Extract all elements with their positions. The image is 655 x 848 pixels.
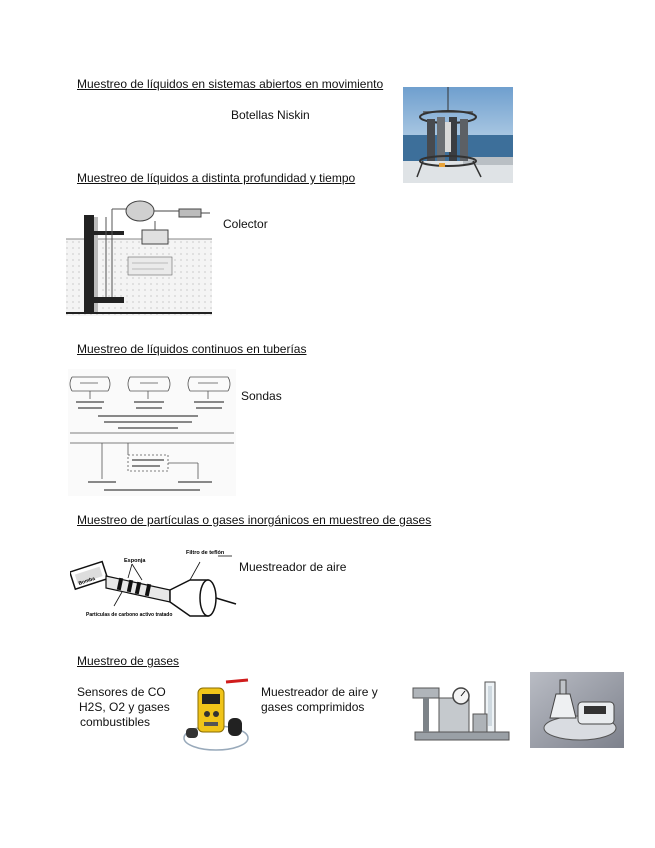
compressed-gas-line-1: Muestreador de aire y xyxy=(261,685,378,699)
air-sampler-diagram xyxy=(70,546,238,630)
niskin-bottles-photo xyxy=(403,87,513,183)
section-heading-particles-gases: Muestreo de partículas o gases inorgánicos en muestreo de gases xyxy=(77,513,432,527)
section-heading-open-systems: Muestreo de líquidos en sistemas abiertos en movimiento xyxy=(77,77,384,91)
niskin-bottles-label: Botellas Niskin xyxy=(231,108,310,122)
section-heading-gases: Muestreo de gases xyxy=(77,654,180,668)
gas-sensors-line-3: combustibles xyxy=(80,715,151,729)
compressed-air-sampler-photo xyxy=(409,678,513,748)
air-sampler-device-photo xyxy=(530,672,624,748)
probes-label: Sondas xyxy=(241,389,282,403)
collector-label: Colector xyxy=(223,217,268,231)
section-heading-depth-time: Muestreo de líquidos a distinta profundidad y tiempo xyxy=(77,171,356,185)
section-heading-pipelines: Muestreo de líquidos continuos en tuberías xyxy=(77,342,307,356)
sponge-text: Esponja xyxy=(124,558,146,564)
gas-sensors-line-1: Sensores de CO xyxy=(77,685,166,699)
collector-diagram xyxy=(66,197,212,316)
teflon-filter-text: Filtro de teflón xyxy=(186,550,225,556)
pump-text: Bomba xyxy=(77,575,96,587)
gas-detector-photo xyxy=(180,676,258,756)
gas-sensors-label xyxy=(77,685,170,730)
air-sampler-label: Muestreador de aire xyxy=(239,560,347,574)
compressed-gas-line-2: gases comprimidos xyxy=(261,700,365,714)
pipeline-probes-diagram xyxy=(68,369,236,496)
gas-sensors-line-2: H2S, O2 y gases xyxy=(79,700,170,714)
carbon-particles-text: Partículas de carbono activo tratado xyxy=(86,612,173,618)
compressed-gas-sampler-label xyxy=(261,685,378,715)
